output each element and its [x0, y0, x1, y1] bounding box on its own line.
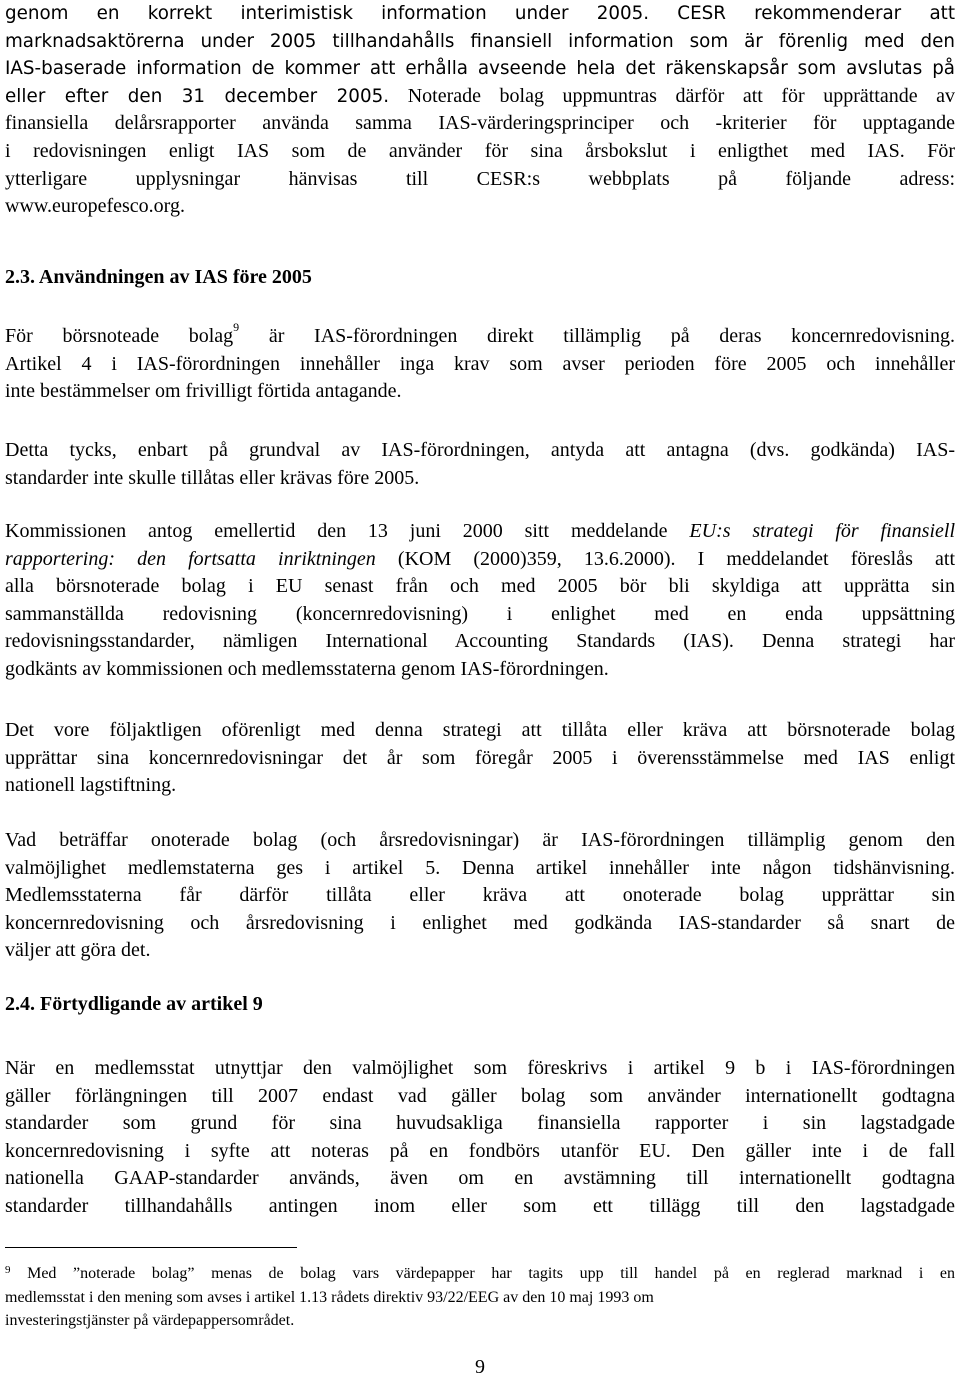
page-number: 9 — [475, 1356, 485, 1378]
text-line: koncernredovisning och årsredovisning i enlighet med godkända IAS-standarder så snart de — [5, 911, 955, 934]
text-line: i redovisningen enligt IAS som de använder för sina årsbokslut i enligthet med IAS. För — [5, 139, 955, 162]
text-line: finansiella delårsrapporter använda samma IAS-värderingsprinciper och -kriterier för upptagande — [5, 112, 955, 135]
text-line: inte bestämmelser om frivilligt förtida antagande. — [5, 380, 402, 403]
text-line: nationell lagstiftning. — [5, 774, 177, 797]
text-line: standarder tillhandahålls antingen inom eller som ett tillägg till den lagstadgade — [5, 1194, 955, 1217]
text-line: koncernredovisning i syfte att noteras på en fondbörs utanför EU. Den gäller inte i de fall — [5, 1139, 955, 1162]
section-heading-2-4: 2.4. Förtydligande av artikel 9 — [5, 993, 263, 1015]
paragraph-unlisted-companies — [5, 827, 955, 965]
footnote-line: investeringstjänster på värdepappersområdet. — [5, 1312, 295, 1329]
text-line: upprättar sina koncernredovisningar det år som föregår 2005 i överensstämmelse med IAS enligt — [5, 746, 955, 769]
text-line: redovisningsstandarder, nämligen International Accounting Standards (IAS). Denna strategi har — [5, 630, 955, 653]
italic-title: rapportering: den fortsatta inriktningen — [5, 547, 376, 570]
footnote-reference: 9 — [233, 320, 240, 334]
text-line: standarder inte skulle tillåtas eller krävas före 2005. — [5, 466, 420, 489]
paragraph-article-9-clarification — [5, 1055, 955, 1221]
text-span: För börsnoteade bolag — [5, 325, 234, 347]
text-span: (KOM (2000)359, 13.6.2000). I meddelandet föreslås att — [375, 547, 956, 570]
text-line-mixed — [5, 320, 955, 351]
text-line: nationella GAAP-standarder används, även om en avstämning till internationellt godtagna — [5, 1167, 955, 1190]
text-span: Kommissionen antog emellertid den 13 juni 2000 sitt meddelande — [5, 520, 690, 542]
text-line: godkänts av kommissionen och medlemsstaterna genom IAS-förordningen. — [5, 657, 609, 680]
paragraph-commission-strategy — [5, 518, 955, 684]
footnote — [5, 1262, 955, 1333]
text-line: IAS-baserade information de kommer att erhålla avseende hela det räkenskapsår som avslutas på — [5, 58, 955, 80]
footnote-line — [5, 1262, 955, 1286]
footnote-line: medlemsstat i den mening som avses i artikel 1.13 rådets direktiv 93/22/EEG av den 10 maj 1993 om — [5, 1288, 654, 1306]
text-line-mixed — [5, 518, 955, 546]
italic-title: EU:s strategi för finansiell — [689, 520, 955, 542]
text-line: Detta tycks, enbart på grundval av IAS-förordningen, antyda att antagna (dvs. godkända) IAS- — [5, 439, 955, 461]
url-text: www.europefesco.org. — [5, 195, 185, 218]
text-line-mixed — [5, 83, 955, 111]
text-line: standarder som grund för sina huvudsakliga finansiella rapporter i sin lagstadgade — [5, 1112, 955, 1135]
text-span: Noterade bolag uppmuntras därför att för upprättande av — [389, 84, 956, 107]
text-line: Medlemsstaterna får därför tillåta eller kräva att onoterade bolag upprättar sin — [5, 884, 955, 907]
text-span: Med ”noterade bolag” menas de bolag vars värdepapper har tagits upp till handel på en reglerad marknad i en — [10, 1265, 955, 1282]
text-line: alla börsnoterade bolag i EU senast från och med 2005 bör bli skyldiga att upprätta sin — [5, 575, 955, 598]
text-line: ytterligare upplysningar hänvisas till CESR:s webbplats på följande adress: — [5, 167, 955, 190]
document-page — [5, 0, 955, 1384]
text-span: är IAS-förordningen direkt tillämplig på deras koncernredovisning. — [239, 325, 955, 347]
paragraph-cesr-recommendation — [5, 0, 955, 221]
text-line-mixed — [5, 546, 955, 574]
paragraph-incompatibility — [5, 717, 955, 800]
text-line: När en medlemsstat utnyttjar den valmöjlighet som föreskrivs i artikel 9 b i IAS-förordningen — [5, 1057, 955, 1079]
text-line: sammanställda redovisning (koncernredovisning) i enlighet med en enda uppsättning — [5, 602, 955, 625]
paragraph-ias-listed-companies — [5, 320, 955, 406]
text-span: eller efter den 31 december 2005. — [5, 85, 390, 107]
text-line: Vad beträffar onoterade bolag (och årsredovisningar) är IAS-förordningen tillämplig genom den — [5, 829, 955, 851]
paragraph-ias-regulation-implication — [5, 437, 955, 492]
section-heading-2-3: 2.3. Användningen av IAS före 2005 — [5, 266, 312, 288]
footnote-separator — [5, 1247, 297, 1248]
text-line: Artikel 4 i IAS-förordningen innehåller inga krav som avser perioden före 2005 och innehåller — [5, 352, 955, 375]
text-line: valmöjlighet medlemstaterna ges i artikel 5. Denna artikel innehåller inte någon tidshänvisning. — [5, 856, 955, 879]
text-line: genom en korrekt interimistisk information under 2005. CESR rekommenderar att — [5, 3, 955, 24]
text-line: marknadsaktörerna under 2005 tillhandahålls finansiell information som är förenlig med den — [5, 30, 955, 52]
text-line: Det vore följaktligen oförenligt med denna strategi att tillåta eller kräva att börsnoterade bolag — [5, 719, 955, 741]
footnote-number: 9 — [5, 1264, 11, 1276]
text-line: gäller förlängningen till 2007 endast vad gäller bolag som använder internationellt godtagna — [5, 1084, 955, 1107]
text-line: väljer att göra det. — [5, 939, 151, 962]
